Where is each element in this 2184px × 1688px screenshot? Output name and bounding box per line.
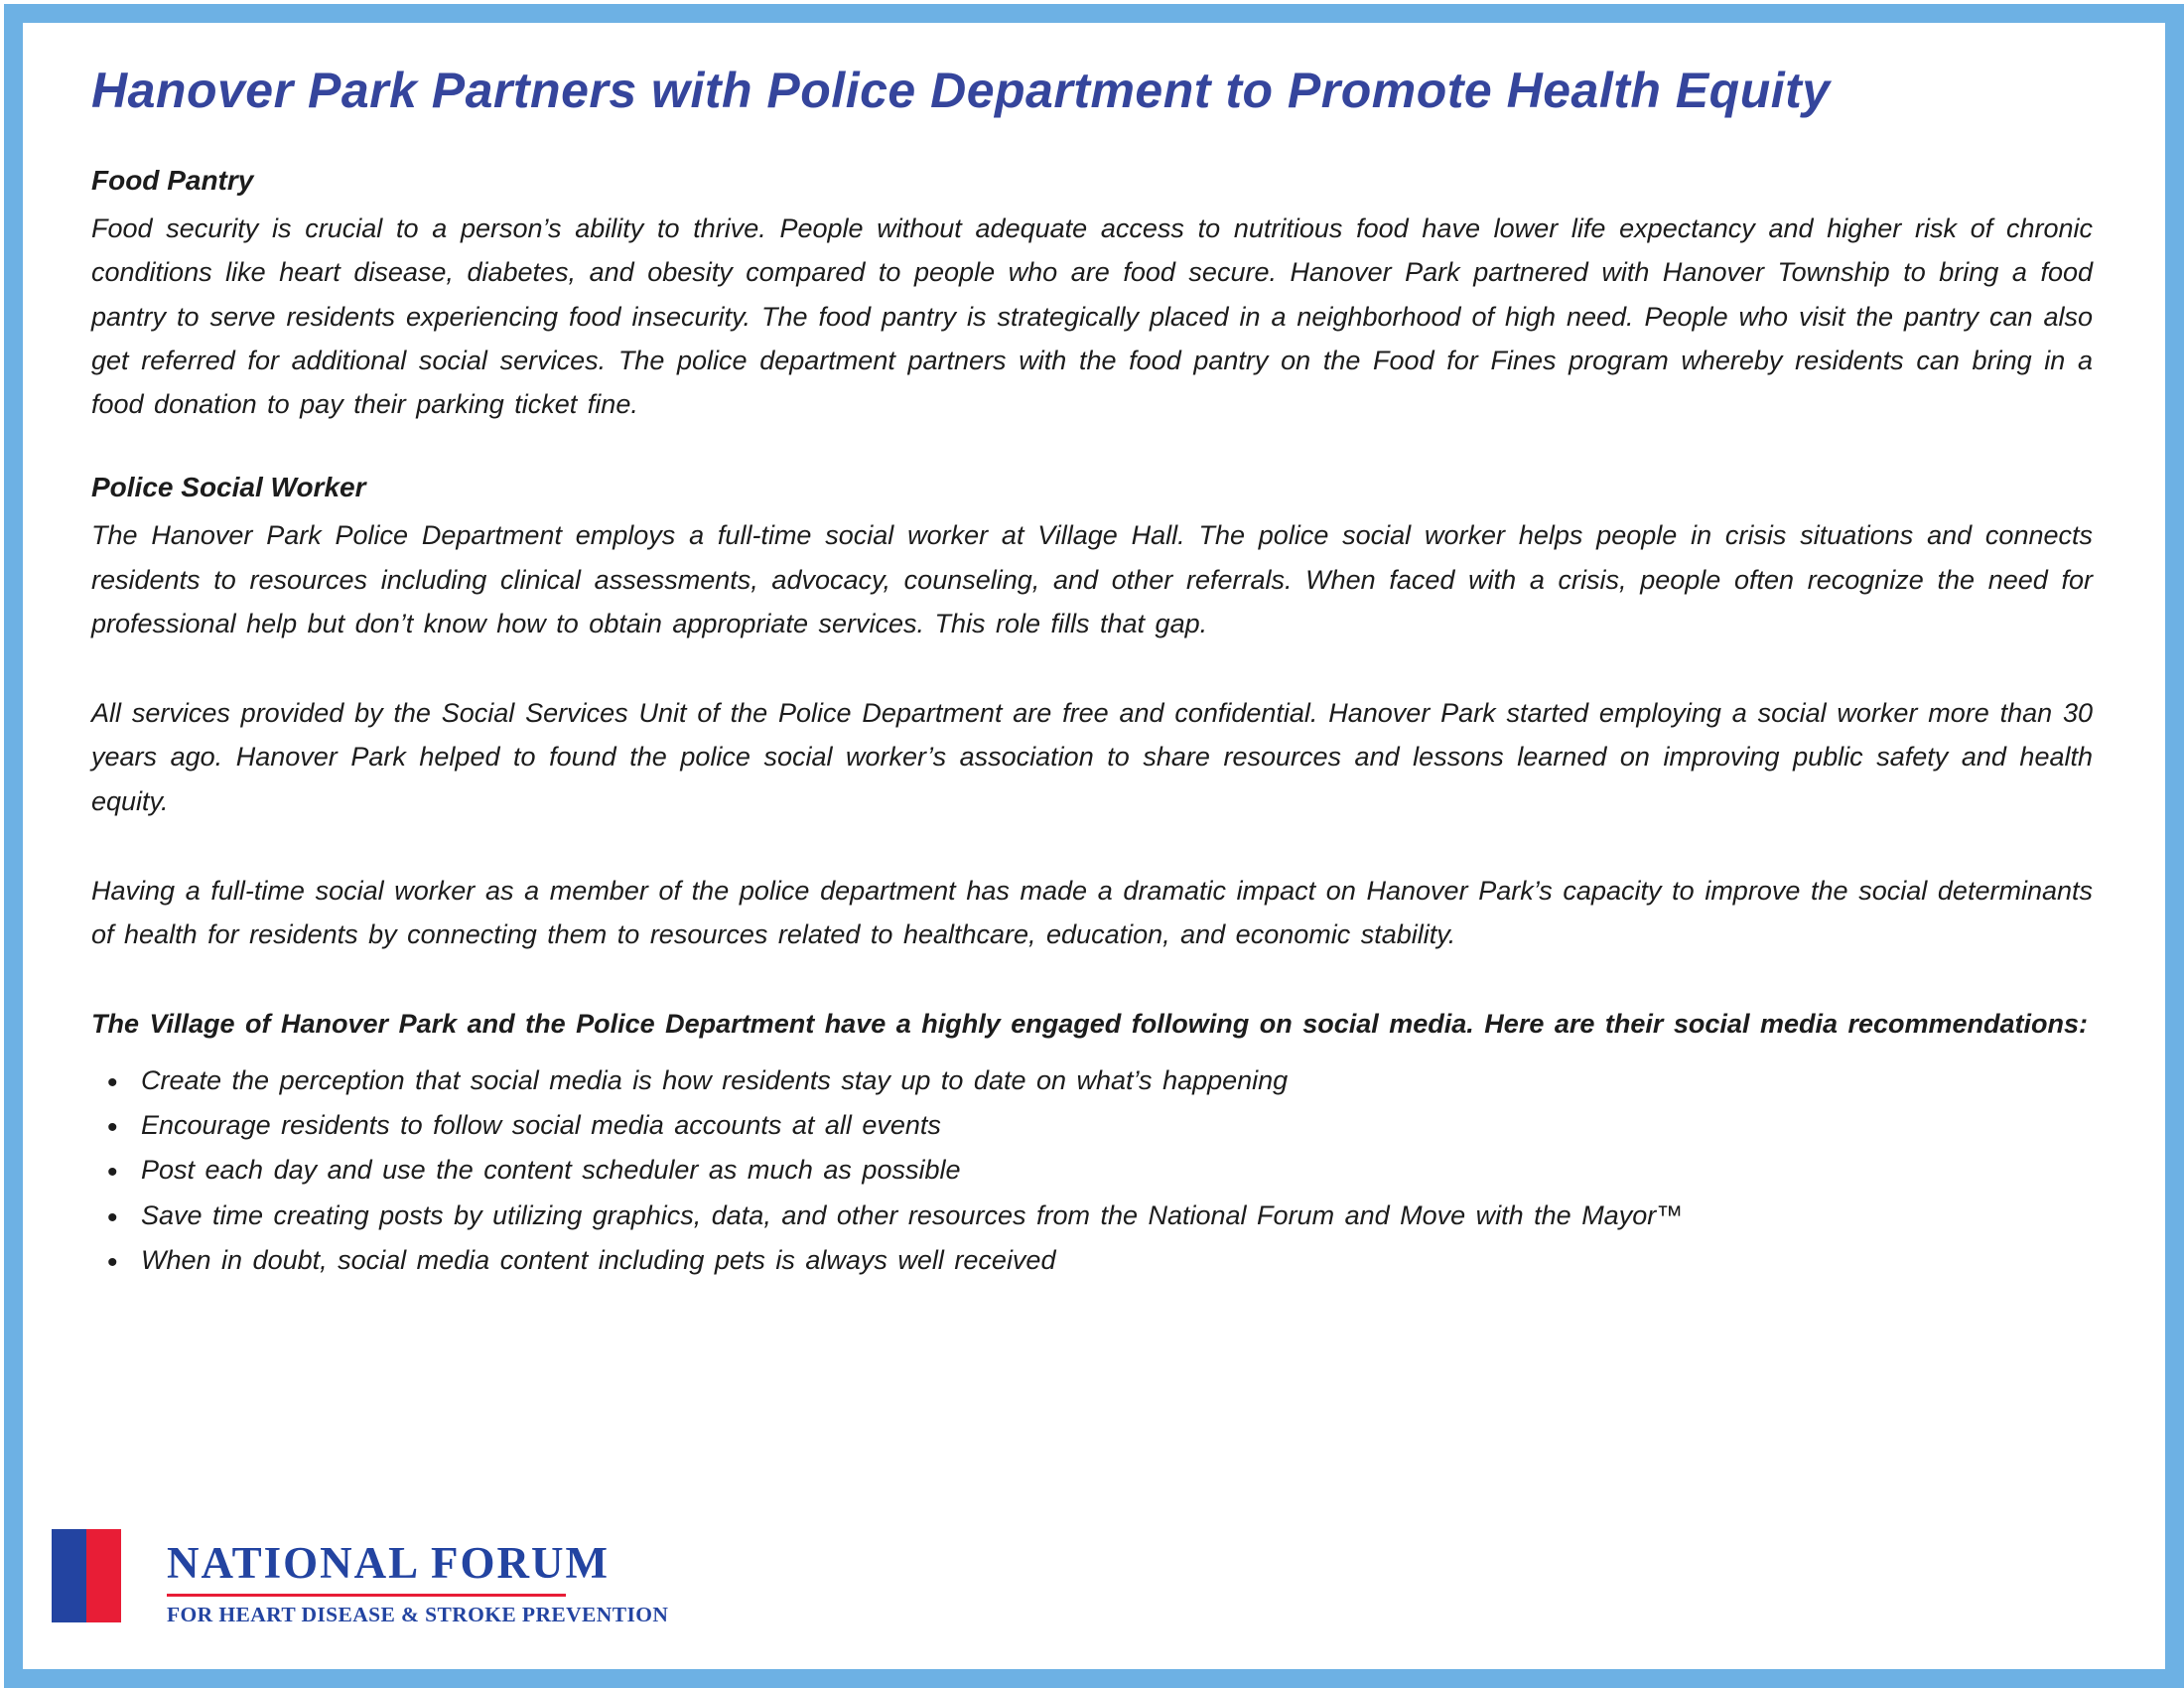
police-social-worker-heading: Police Social Worker xyxy=(91,472,366,503)
food-pantry-heading: Food Pantry xyxy=(91,165,254,196)
section-police-social-worker xyxy=(91,472,2093,956)
page-title: Hanover Park Partners with Police Department to Promote Health Equity xyxy=(91,63,1831,118)
social-media-intro: The Village of Hanover Park and the Police Department have a highly engaged following on social media. Here are their social media recommendations: xyxy=(91,1009,2089,1040)
logo-text xyxy=(167,1529,668,1627)
police-social-worker-paragraph-2: All services provided by the Social Services Unit of the Police Department are free and confidential. Hanover Park started employing a social worker more than 30 years ago. Hanover Park helped to found the police social worker’s association to share resources and lessons learned on improving public safety and health equity. xyxy=(91,698,2093,816)
national-forum-flag-icon xyxy=(52,1529,121,1622)
police-social-worker-paragraph-1: The Hanover Park Police Department employs a full-time social worker at Village Hall. The police social worker helps people in crisis situations and connects residents to resources including clinical assessments, advocacy, counseling, and other referrals. When faced with a crisis, people often recognize the need for professional help but don’t know how to obtain appropriate services. This role fills that gap. xyxy=(91,520,2093,638)
recommendation-item: • Encourage residents to follow social media accounts at all events xyxy=(91,1103,2093,1148)
logo-title: NATIONAL FORUM xyxy=(167,1538,610,1588)
recommendation-item: • Save time creating posts by utilizing graphics, data, and other resources from the National Forum and Move with the Mayor™ xyxy=(91,1194,2093,1238)
social-media-recommendations-list xyxy=(91,1058,2093,1284)
police-social-worker-paragraph-3: Having a full-time social worker as a member of the police department has made a dramatic impact on Hanover Park’s capacity to improve the social determinants of health for residents by connecting them to resources related to healthcare, education, and economic stability. xyxy=(91,875,2093,950)
section-food-pantry xyxy=(91,165,2093,426)
logo-divider xyxy=(167,1594,566,1597)
recommendation-item: • Create the perception that social media is how residents stay up to date on what’s happening xyxy=(91,1058,2093,1103)
recommendation-item: • When in doubt, social media content including pets is always well received xyxy=(91,1238,2093,1283)
section-social-media xyxy=(91,1002,2093,1283)
recommendation-item: • Post each day and use the content scheduler as much as possible xyxy=(91,1148,2093,1193)
logo-red-panel xyxy=(86,1529,121,1622)
national-forum-logo xyxy=(52,1529,668,1627)
food-pantry-paragraph: Food security is crucial to a person’s ability to thrive. People without adequate access to nutritious food have lower life expectancy and higher risk of chronic conditions like heart disease, diabetes, and obesity compared to people who are food secure. Hanover Park partnered with Hanover Township to bring a food pantry to serve residents experiencing food insecurity. The food pantry is strategically placed in a neighborhood of high need. People who visit the pantry can also get referred for additional social services. The police department partners with the food pantry on the Food for Fines program whereby residents can bring in a food donation to pay their parking ticket fine. xyxy=(91,213,2093,420)
logo-blue-panel xyxy=(52,1529,86,1622)
logo-subtitle: FOR HEART DISEASE & STROKE PREVENTION xyxy=(167,1603,669,1626)
